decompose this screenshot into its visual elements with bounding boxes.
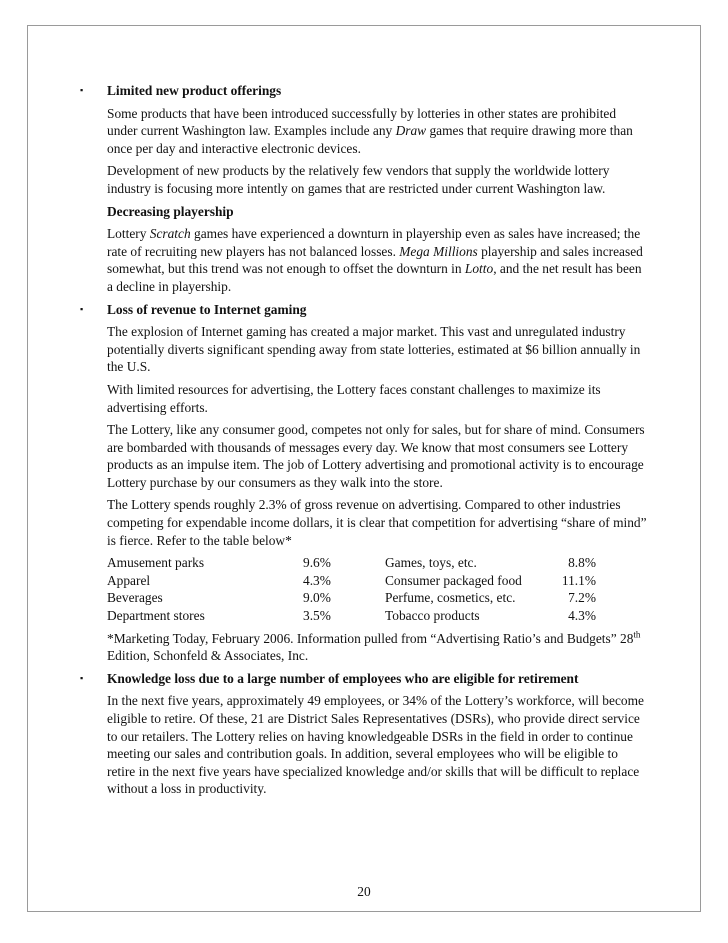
paragraph: The Lottery, like any consumer good, competes not only for sales, but for share of mind. Consumers are bombarded with thousands of messages every day. We know that most consumers see Lottery products as an impulse item. The job of Lottery advertising and promotional activity is to encourage Lottery purchase by our consumers as they walk into the store. xyxy=(107,422,645,490)
section-heading: Knowledge loss due to a large number of employees who are eligible for retirement xyxy=(107,670,579,686)
document-body xyxy=(80,82,648,803)
section-internet-gaming xyxy=(80,301,648,665)
footnote: *Marketing Today, February 2006. Information pulled from “Advertising Ratio’s and Budgets” 28th Edition, Schonfeld & Associates, Inc. xyxy=(107,629,641,664)
paragraph: The explosion of Internet gaming has created a major market. This vast and unregulated industry potentially diverts significant spending away from state lotteries, estimated at $6 billion annually in the U.S. xyxy=(107,324,641,375)
paragraph: Lottery Scratch games have experienced a downturn in playership even as sales have increased; the rate of recruiting new players has not balanced losses. Mega Millions playership and sales increased somewhat, but this trend was not enough to offset the downturn in Lotto, and the net result has been a decline in playership. xyxy=(107,226,643,294)
paragraph: In the next five years, approximately 49 employees, or 34% of the Lottery’s workforce, will become eligible to retire. Of these, 21 are District Sales Representatives (DSRs), who provide direct service to our retailers. The Lottery relies on having knowledgeable DSRs in the field in order to continue meeting our sales and contribution goals. In addition, several employees who will be eligible to retire in the next five years have specialized knowledge and/or skills that will be difficult to replace without a loss in productivity. xyxy=(107,693,644,797)
paragraph: Some products that have been introduced successfully by lotteries in other states are prohibited under current Washington law. Examples include any Draw games that require drawing more than once per day and interactive electronic devices. xyxy=(107,105,633,156)
section-knowledge-loss xyxy=(80,670,648,798)
paragraph: The Lottery spends roughly 2.3% of gross revenue on advertising. Compared to other industries competing for expendable income dollars, it is clear that competition for advertising “share of mind” is fierce. Refer to the table below* xyxy=(107,497,647,548)
table-row: Department stores 3.5% Tobacco products 4.3% xyxy=(107,608,596,624)
table-row: Apparel 4.3% Consumer packaged food 11.1% xyxy=(107,572,596,588)
bullet-icon: ▪ xyxy=(80,303,84,314)
advertising-ratio-table xyxy=(107,554,596,624)
page-number: 20 xyxy=(357,884,371,899)
section-heading: Limited new product offerings xyxy=(107,83,282,98)
paragraph: With limited resources for advertising, the Lottery faces constant challenges to maximize its advertising efforts. xyxy=(107,381,601,415)
table-row: Amusement parks 9.6% Games, toys, etc. 8.8% xyxy=(107,555,596,571)
table-row: Beverages 9.0% Perfume, cosmetics, etc. 7.2% xyxy=(107,590,596,606)
sub-heading: Decreasing playership xyxy=(107,203,234,219)
bullet-icon: ▪ xyxy=(80,85,84,95)
section-product-offerings xyxy=(80,82,648,296)
section-heading: Loss of revenue to Internet gaming xyxy=(107,301,307,317)
bullet-icon: ▪ xyxy=(80,672,84,683)
paragraph: Development of new products by the relatively few vendors that supply the worldwide lottery industry is focusing more intently on games that are restricted under current Washington law. xyxy=(107,163,610,196)
